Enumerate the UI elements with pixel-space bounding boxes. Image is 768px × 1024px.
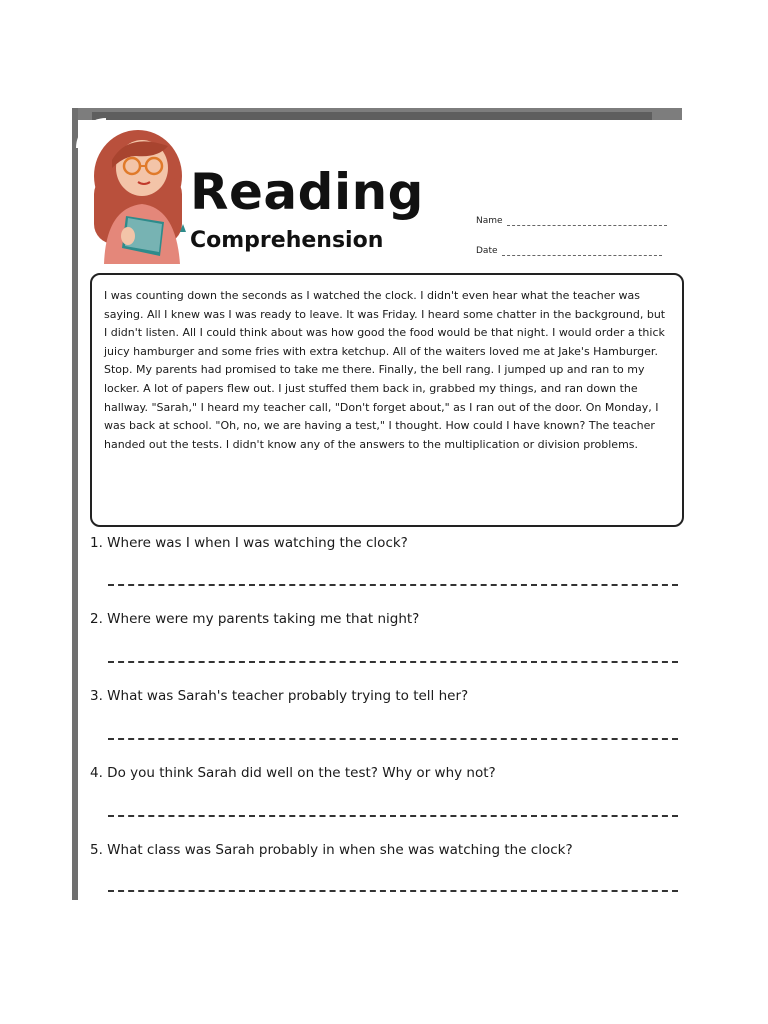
answer-line-4[interactable] [108, 815, 678, 817]
page-frame-top-inner [92, 112, 652, 120]
date-field[interactable] [476, 246, 662, 256]
reading-passage: I was counting down the seconds as I watched the clock. I didn't even hear what the teacher was saying. All I knew was I was ready to leave. It was Friday. I heard some chatter in the background, but I didn't listen. All I could think about was how good the food would be that night. I would order a thick juicy hamburger and some fries with extra ketchup. All of the waiters loved me at Jake's Hamburger. Stop. My parents had promised to take me there. Finally, the bell rang. I jumped up and ran to my locker. A lot of papers flew out. I just stuffed them back in, grabbed my things, and ran down the hallway. "Sarah," I heard my teacher call, "Don't forget about," as I ran out of the door. On Monday, I was back at school. "Oh, no, we are having a test," I thought. How could I have known? The teacher handed out the tests. I didn't know any of the answers to the multiplication or division problems. [90, 273, 684, 527]
name-field[interactable] [476, 216, 667, 226]
answer-line-3[interactable] [108, 738, 678, 740]
question-3: 3. What was Sarah's teacher probably trying to tell her? [90, 688, 469, 704]
name-label: Name [476, 216, 503, 226]
worksheet-title: Reading [190, 163, 424, 221]
answer-line-5[interactable] [108, 890, 678, 892]
question-2: 2. Where were my parents taking me that night? [90, 611, 420, 627]
answer-line-2[interactable] [108, 661, 678, 663]
page-frame-left [72, 108, 78, 900]
question-1: 1. Where was I when I was watching the clock? [90, 535, 408, 551]
name-line[interactable] [507, 217, 667, 226]
date-line[interactable] [502, 247, 662, 256]
worksheet-subtitle: Comprehension [190, 228, 384, 253]
date-label: Date [476, 246, 498, 256]
question-4: 4. Do you think Sarah did well on the test? Why or why not? [90, 765, 496, 781]
question-5: 5. What class was Sarah probably in when she was watching the clock? [90, 842, 573, 858]
girl-reading-book-icon [88, 124, 188, 264]
answer-line-1[interactable] [108, 584, 678, 586]
